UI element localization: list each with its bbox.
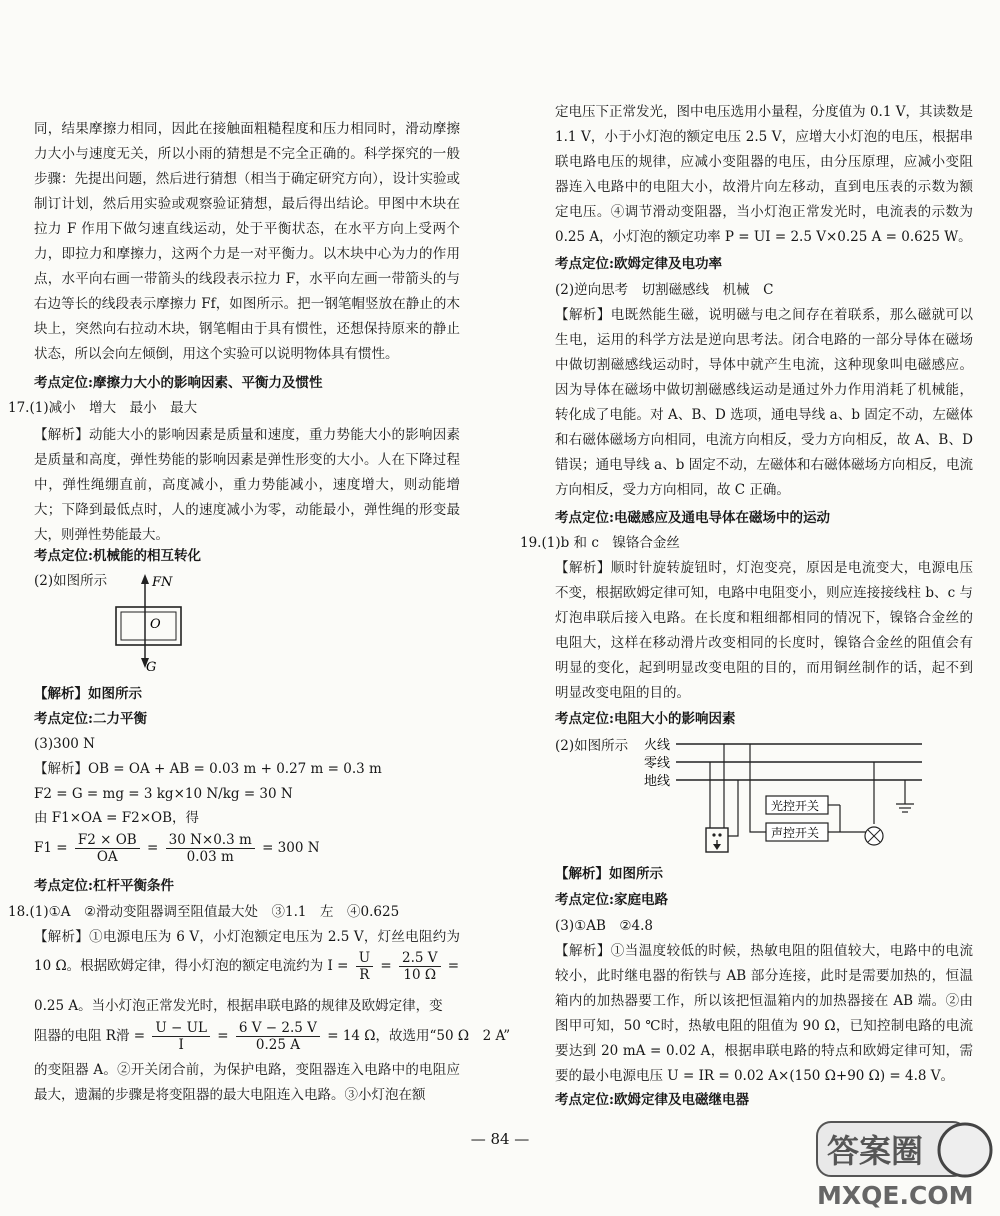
q18-frac-b2-den: 0.25 A [255, 1037, 300, 1053]
force-diagram [100, 570, 210, 675]
outlet-icon [706, 828, 728, 852]
q18-frac-a1-num: U [356, 950, 373, 967]
q18-frac-b-tail: = 14 Ω，故选用“50 Ω 2 A” [327, 1028, 511, 1044]
q18-frac-a1-den: R [359, 967, 370, 983]
q17-2-keypoint: 考点定位:二力平衡 [34, 711, 147, 727]
q18-frac-b1-num: U − UL [152, 1020, 210, 1037]
q18-frac-a2-den: 10 Ω [403, 967, 437, 983]
live-wire-label: 火线 [644, 738, 671, 753]
eq4-rhs: = 300 N [262, 840, 320, 856]
q18-2-answer: (2)逆向思考 切割磁感线 机械 C [555, 282, 774, 298]
watermark-site-text: MXQE.COM [817, 1181, 974, 1210]
q18-2-explanation: 【解析】电既然能生磁，说明磁与电之间存在着联系，那么磁就可以生电，运用的科学方法是逆向思考法。闭合电路的一部分导体在磁场中做切割磁感线运动时，导体中就产生电流，这种现象叫电磁感应。因为导体在磁场中做切割磁感线运动是通过外力作用消耗了机械能，转化成了电能。对 A、B、D 选项，通电导线 a、b 固定不动，左磁体和右磁体磁场方向相同，电流方向相反，受力方向相反，故 A、B、D 错误；通电导线 a、b 固定不动，左磁体和右磁体磁场方向相反，电流方向相反，受力方向相同，故 C 正确。 [555, 307, 973, 498]
q17-3-eq1: 【解析】OB = OA + AB = 0.03 m + 0.27 m = 0.3 m [34, 761, 382, 777]
q18-1-text-d: 的变阻器 A。②开关闭合前，为保护电路，变阻器连入电路中的电阻应最大，遗漏的步骤是将变阻器的最大电阻连入电路。③小灯泡在额 [34, 1062, 460, 1103]
q17-1-keypoint: 考点定位:机械能的相互转化 [34, 548, 201, 564]
q18-continued-explanation: 定电压下正常发光，图中电压选用小量程，分度值为 0.1 V，其读数是 1.1 V，小于小灯泡的额定电压 2.5 V，应增大小灯泡的电压，根据串联电路电压的规律，应减小变阻器的电压，由分压原理，应减小变阻器连入电路中的电阻大小，故滑片向左移动，直到电压表的示数为额定电压。④调节滑动变阻器，当小灯泡正常发光时，电流表的示数为 0.25 A，小灯泡的额定功率 P = UI = 2.5 V×0.25 A = 0.625 W。 [555, 104, 973, 245]
q17-2-explanation: 【解析】如图所示 [34, 686, 142, 702]
q17-1-explanation: 【解析】动能大小的影响因素是质量和速度，重力势能大小的影响因素是质量和高度，弹性势能的影响因素是弹性形变的大小。人在下降过程中，弹性绳绷直前，高度减小，重力势能减小，速度增大，则动能增大；下降到最低点时，人的速度减小为零，动能最小，弹性绳的形变最大，则弹性势能最大。 [34, 427, 460, 543]
q19-1-answer: 19.(1)b 和 c 镍铬合金丝 [520, 535, 680, 551]
q18-1-text-c: 阻器的电阻 R滑 = [34, 1028, 146, 1044]
q17-3-eq3: 由 F1×OA = F2×OB，得 [34, 810, 200, 826]
eq4-eq: = [147, 840, 159, 856]
q17-3-answer: (3)300 N [34, 736, 95, 752]
lamp-icon [865, 827, 883, 845]
q18-1-line-c [34, 1020, 510, 1053]
q17-2-answer: (2)如图所示 [34, 573, 108, 589]
neutral-wire-label: 零线 [644, 756, 671, 771]
q19-3-answer: (3)①AB ②4.8 [555, 918, 653, 934]
q18-frac-a-eq: = [380, 958, 392, 974]
q19-2-explanation: 【解析】如图所示 [555, 866, 663, 882]
light-switch-label: 光控开关 [771, 799, 820, 813]
q18-frac-b1 [152, 1020, 210, 1053]
watermark-logo-icon [815, 1120, 995, 1210]
q18-2-keypoint: 考点定位:电磁感应及通电导体在磁场中的运动 [555, 510, 830, 526]
eq4-frac2 [166, 832, 255, 865]
q18-frac-a-tail: = [447, 958, 460, 974]
q18-frac-a2-num: 2.5 V [399, 950, 441, 967]
q17-3-eq2: F2 = G = mg = 3 kg×10 N/kg = 30 N [34, 786, 293, 802]
q16-keypoint: 考点定位:摩擦力大小的影响因素、平衡力及惯性 [34, 375, 323, 391]
q19-2-answer: (2)如图所示 [555, 738, 629, 754]
eq4-frac2-num: 30 N×0.3 m [166, 832, 255, 849]
fig17-fn-label: FN [152, 575, 173, 590]
q18-1-keypoint: 考点定位:欧姆定律及电功率 [555, 256, 722, 272]
q17-3-eq4 [34, 832, 320, 865]
q18-1-text-b: 0.25 A。当小灯泡正常发光时，根据串联电路的规律及欧姆定律，变 [34, 998, 443, 1014]
q18-1-explanation-a [34, 925, 460, 983]
q16-explanation: 同，结果摩擦力相同，因此在接触面粗糙程度和压力相同时，滑动摩擦力大小与速度无关，所以小雨的猜想是不完全正确的。科学探究的一般步骤：先提出问题，然后进行猜想（相当于确定研究方向），设计实验或制订计划，然后用实验或观察验证猜想，最后得出结论。甲图中木块在拉力 F 作用下做匀速直线运动，处于平衡状态，在水平方向上受两个力，即拉力和摩擦力，这两个力是一对平衡力。以木块中心为力的作用点，水平向右画一带箭头的线段表示拉力 F，水平向左画一带箭头的与右边等长的线段表示摩擦力 Ff，如图所示。把一钢笔帽竖放在静止的木块上，突然向右拉动木块，钢笔帽由于具有惯性，还想保持原来的静止状态，所以会向左倾倒，用这个实验可以说明物体具有惯性。 [34, 121, 460, 362]
fig17-g-label: G [146, 660, 157, 675]
q19-1-keypoint: 考点定位:电阻大小的影响因素 [555, 711, 736, 727]
q19-2-keypoint: 考点定位:家庭电路 [555, 892, 668, 908]
eq4-lhs: F1 = [34, 840, 68, 856]
q17-1-answer: 17.(1)减小 增大 最小 最大 [8, 400, 198, 416]
q18-frac-b-eq: = [217, 1028, 229, 1044]
circuit-diagram [640, 732, 930, 864]
watermark-logo-text: 答案圈 [827, 1132, 924, 1170]
q19-3-keypoint: 考点定位:欧姆定律及电磁继电器 [555, 1092, 749, 1108]
light-sensor-switch [766, 796, 828, 814]
q17-3-keypoint: 考点定位:杠杆平衡条件 [34, 878, 174, 894]
eq4-frac1 [75, 832, 140, 865]
fig17-o-label: O [150, 617, 161, 632]
q18-frac-b2-num: 6 V − 2.5 V [236, 1020, 320, 1037]
eq4-frac1-den: OA [96, 849, 118, 865]
q18-1-answer: 18.(1)①A ②滑动变阻器调至阻值最大处 ③1.1 左 ④0.625 [8, 904, 400, 920]
q18-frac-a2 [399, 950, 441, 983]
ground-wire-label: 地线 [644, 774, 671, 789]
q19-3-explanation: 【解析】①当温度较低的时候，热敏电阻的阻值较大，电路中的电流较小，此时继电器的衔铁与 AB 部分连接，此时是需要加热的，恒温箱内的加热器要工作，所以该把恒温箱内的加热器接在 AB 端。②由图甲可知，50 ℃时，热敏电阻的阻值为 90 Ω，已知控制电路的电流要达到 20 mA = 0.02 A，根据串联电路的特点和欧姆定律可知，需要的最小电源电压 U = IR = 0.02 A×(150 Ω+90 Ω) = 4.8 V。 [555, 943, 973, 1084]
q18-frac-a1 [356, 950, 373, 983]
watermark [815, 1120, 995, 1210]
eq4-frac2-den: 0.03 m [186, 849, 234, 865]
sound-switch-label: 声控开关 [771, 826, 820, 840]
page-number: — 84 — [470, 1130, 530, 1148]
q19-1-explanation: 【解析】顺时针旋转旋钮时，灯泡变亮，原因是电流变大，电源电压不变，根据欧姆定律可知，电路中电阻变小，则应连接接线柱 b、c 与灯泡串联后接入电路。在长度和粗细都相同的情况下，镍铬合金丝的电阻大，这样在移动滑片改变相同的长度时，镍铬合金丝的阻值会有明显的变化，起到明显改变电阻的目的，而用铜丝制作的话，起不到明显改变电阻的目的。 [555, 560, 973, 701]
q18-frac-b1-den: I [178, 1037, 184, 1053]
q18-1-text-a: 【解析】①电源电压为 6 V，小灯泡额定电压为 2.5 V，灯丝电阻约为 10 Ω。根据欧姆定律，得小灯泡的额定电流约为 I = [34, 929, 460, 974]
sound-sensor-switch [766, 823, 828, 841]
eq4-frac1-num: F2 × OB [75, 832, 140, 849]
q18-frac-b2 [236, 1020, 320, 1053]
